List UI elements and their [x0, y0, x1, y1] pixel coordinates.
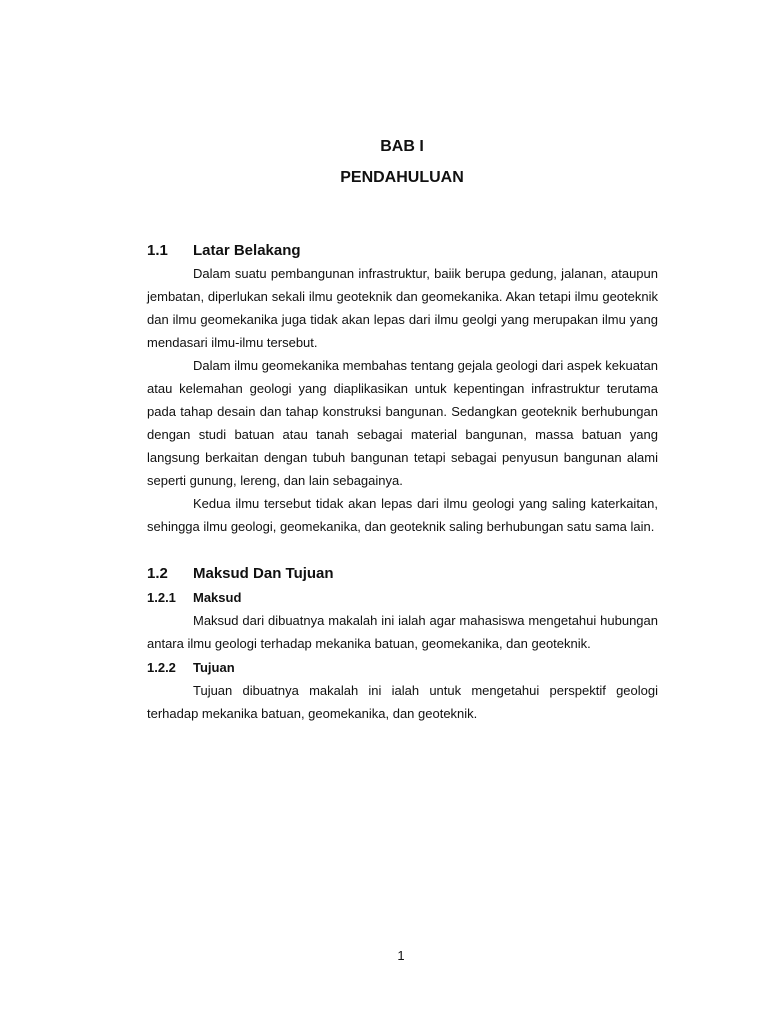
section-title: Maksud Dan Tujuan — [193, 565, 334, 582]
document-body — [147, 240, 658, 725]
paragraph: Dalam suatu pembangunan infrastruktur, baiik berupa gedung, jalanan, ataupun jembatan, diperlukan sekali ilmu geoteknik dan geomekanika. Akan tetapi ilmu geoteknik dan ilmu geomekanika juga tidak akan lepas dari ilmu geolgi yang merupakan ilmu yang mendasari ilmu-ilmu tersebut. — [147, 266, 658, 350]
subsection-number: 1.2.2 — [147, 660, 176, 675]
paragraph: Tujuan dibuatnya makalah ini ialah untuk mengetahui perspektif geologi terhadap mekanika batuan, geomekanika, dan geoteknik. — [147, 683, 658, 721]
paragraph: Kedua ilmu tersebut tidak akan lepas dari ilmu geologi yang saling katerkaitan, sehingga ilmu geologi, geomekanika, dan geoteknik saling berhubungan satu sama lain. — [147, 496, 658, 534]
section-heading-latar-belakang — [147, 240, 658, 262]
section-title: Latar Belakang — [193, 242, 301, 259]
section-heading-maksud-dan-tujuan — [147, 563, 658, 585]
subsection-heading-maksud — [147, 587, 658, 609]
paragraph: Dalam ilmu geomekanika membahas tentang gejala geologi dari aspek kekuatan atau kelemahan geologi yang diaplikasikan untuk kepentingan infrastruktur terutama pada tahap desain dan tahap konstruksi bangunan. Sedangkan geoteknik berhubungan dengan studi batuan atau tanah sebagai material bangunan, massa batuan yang langsung berkaitan dengan tubuh bangunan tetapi sebagai penyusun bangunan alami seperti gunung, lereng, dan lain sebagainya. — [147, 358, 658, 488]
subsection-title: Maksud — [193, 590, 242, 605]
paragraph: Maksud dari dibuatnya makalah ini ialah agar mahasiswa mengetahui hubungan antara ilmu geologi terhadap mekanika batuan, geomekanika, dan geoteknik. — [147, 613, 658, 651]
section-number: 1.1 — [147, 242, 168, 259]
section-number: 1.2 — [147, 565, 168, 582]
chapter-title: PENDAHULUAN — [340, 169, 464, 186]
chapter-number: BAB I — [380, 138, 424, 155]
subsection-title: Tujuan — [193, 660, 235, 675]
subsection-number: 1.2.1 — [147, 590, 176, 605]
page-number: 1 — [397, 948, 405, 963]
subsection-heading-tujuan — [147, 657, 658, 679]
